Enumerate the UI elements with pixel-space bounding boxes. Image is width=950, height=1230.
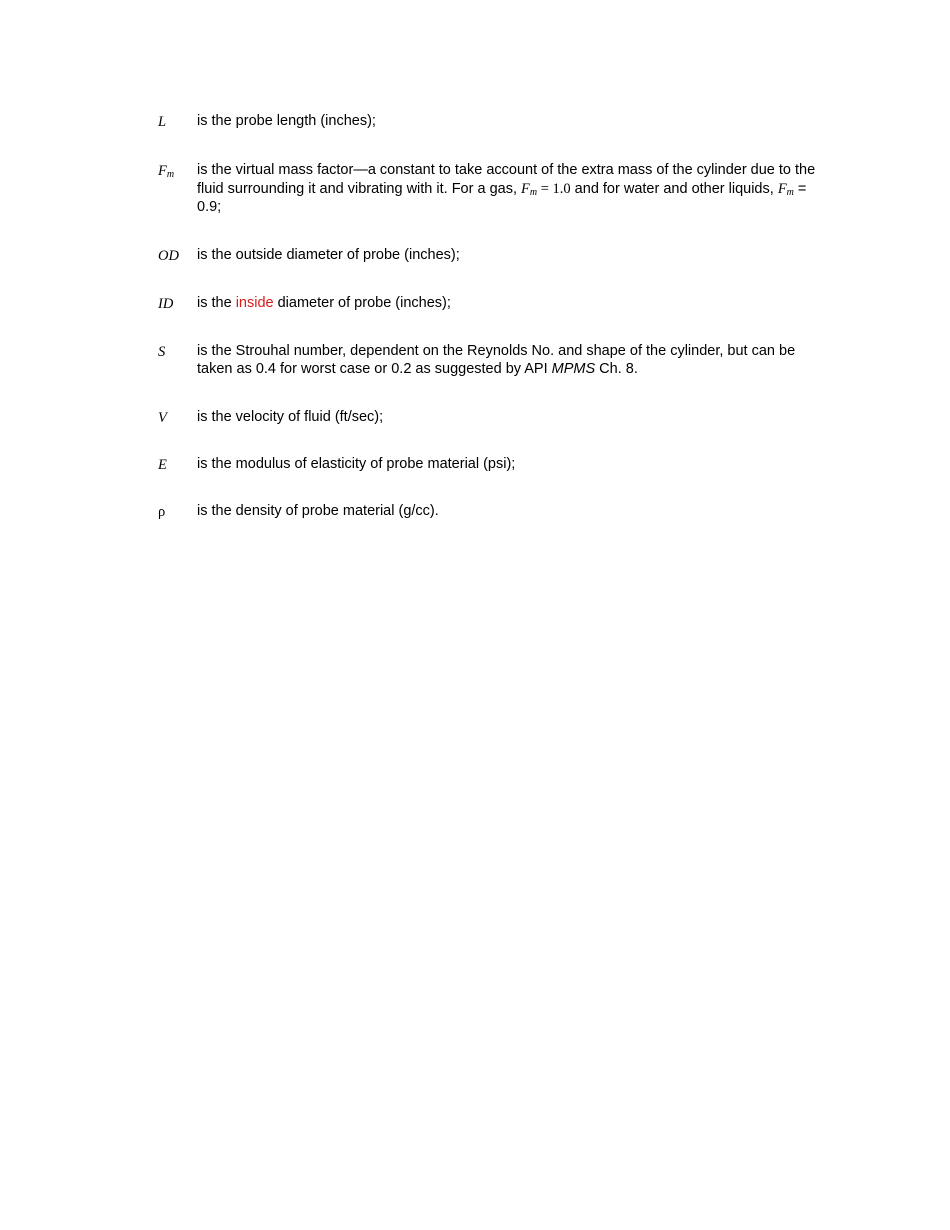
definition-text-OD: is the outside diameter of probe (inches);: [197, 246, 460, 263]
symbol-L: L: [158, 114, 167, 130]
symbol-E: E: [158, 456, 167, 473]
definition-item-E: [158, 455, 818, 474]
symbol-V: V: [158, 409, 167, 426]
definition-item-Fm: [158, 161, 818, 217]
liquid-equation-symbol: $F_m$: [777, 180, 794, 198]
definition-text-S: is the Strouhal number, dependent on the Reynolds No. and shape of the cylinder, but can be taken as 0.4 for worst case or 0.2 as suggested by API MPMS Ch. 8.: [197, 342, 796, 377]
definition-item-OD: [158, 246, 818, 265]
symbol-OD: OD: [158, 247, 179, 264]
liquid-equation-value: = 0.9;: [197, 180, 807, 215]
highlighted-word: inside: [235, 294, 274, 311]
definition-text-L: is the probe length (inches);: [197, 113, 376, 129]
definition-text-V: is the velocity of fluid (ft/sec);: [197, 408, 384, 425]
emphasis-mpms: MPMS: [551, 361, 596, 377]
symbol-ID: ID: [158, 295, 174, 312]
definition-text-E: is the modulus of elasticity of probe material (psi);: [197, 455, 516, 472]
definition-text-rho: is the density of probe material (g/cc).: [197, 502, 439, 519]
gas-equation-value: = 1.0: [537, 180, 571, 197]
symbol-rho: ρ: [158, 503, 166, 520]
definition-item-ID: [158, 294, 818, 313]
symbol-S: S: [158, 343, 166, 360]
gas-equation-symbol: $F_m$: [521, 180, 538, 198]
definition-item-rho: [158, 502, 818, 521]
definition-text-Fm: is the virtual mass factor—a constant to take account of the extra mass of the cylinder due to the fluid surrounding it and vibrating with it. For a gas, $F_m = 1.0$ and for water and other liquids, $F_m = 0.9$;: [197, 162, 816, 215]
definition-item-L: [158, 112, 818, 131]
definition-item-V: [158, 408, 818, 427]
symbol-Fm: $F_m$: [158, 163, 175, 180]
definition-item-S: [158, 342, 818, 379]
definition-list: [158, 112, 818, 521]
definition-text-ID: is the inside diameter of probe (inches);: [197, 294, 451, 311]
